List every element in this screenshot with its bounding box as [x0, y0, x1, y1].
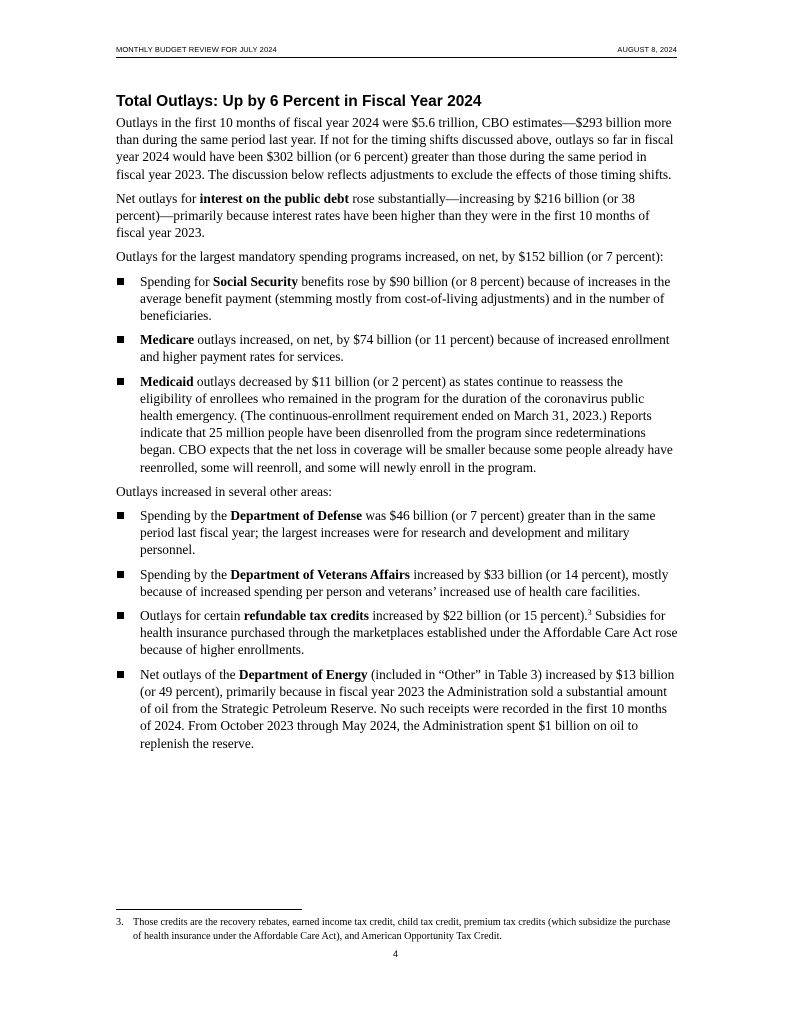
section-title: Total Outlays: Up by 6 Percent in Fiscal Year 2024 — [116, 93, 482, 110]
footnote-text: Those credits are the recovery rebates, earned income tax credit, child tax credit, premium tax credits (which subsidize the purchase of health insurance under the Affordable Care Act), and American Opportunity Tax Credit. — [133, 917, 671, 942]
square-bullet-icon — [117, 278, 124, 285]
footnote-reference[interactable]: 3 — [587, 608, 592, 618]
list-item-refundable-tax-credits: Outlays for certain refundable tax credits increased by $22 billion (or 15 percent).$^3$ Subsidies for health insurance purchased through the marketplaces established under the Affordable Care Act rose because of higher enrollments. — [116, 607, 678, 659]
header-date: AUGUST 8, 2024 — [617, 45, 677, 54]
paragraph-interest: Net outlays for interest on the public debt rose substantially—increasing by $216 billion (or 38 percent)—primarily because interest rates have been higher than they were in the first 10 months of fiscal year 2023. — [116, 190, 650, 241]
list-item-energy: Net outlays of the Department of Energy (included in “Other” in Table 3) increased by $13 billion (or 49 percent), primarily because in fiscal year 2023 the Administration sold a substantial amount of oil from the Strategic Petroleum Reserve. No such receipts were recorded in the first 10 months of 2024. From October 2023 through May 2024, the Administration spent $1 billion on oil to replenish the reserve. — [116, 666, 678, 752]
footnote — [116, 916, 678, 944]
header-publication-title: MONTHLY BUDGET REVIEW FOR JULY 2024 — [116, 45, 277, 54]
footnote-divider — [116, 909, 302, 910]
page-number: 4 — [392, 949, 398, 959]
main-content — [116, 92, 678, 759]
square-bullet-icon — [117, 512, 124, 519]
paragraph-total-outlays: Outlays in the first 10 months of fiscal year 2024 were $5.6 trillion, CBO estimates—$293 billion more than during the same period last year. If not for the timing shifts discussed above, outlays so far in fiscal year 2024 would have been $302 billion (or 6 percent) greater than those during the same period in fiscal year 2023. The discussion below reflects adjustments to exclude the effects of those timing shifts. — [116, 115, 674, 182]
list-item-social-security: Spending for Social Security benefits rose by $90 billion (or 8 percent) because of increases in the average benefit payment (stemming mostly from cost-of-living adjustments) and in the number of beneficiaries. — [116, 273, 678, 325]
list-item-veterans-affairs: Spending by the Department of Veterans Affairs increased by $33 billion (or 14 percent), mostly because of increased spending per person and veterans’ increased use of health care facilities. — [116, 566, 678, 600]
square-bullet-icon — [117, 612, 124, 619]
square-bullet-icon — [117, 378, 124, 385]
square-bullet-icon — [117, 671, 124, 678]
list-item-medicaid: Medicaid outlays decreased by $11 billion (or 2 percent) as states continue to reassess the eligibility of enrollees who remained in the program for the duration of the coronavirus public health emergency. (The continuous-enrollment requirement ended on March 31, 2023.) Reports indicate that 25 million people have been disenrolled from the program since redeterminations began. CBO expects that the net loss in coverage will be smaller because some people already have reenrolled, some will reenroll, and some will newly enroll in the program. — [116, 373, 678, 476]
square-bullet-icon — [117, 571, 124, 578]
running-header — [116, 45, 677, 58]
list-item-medicare: Medicare outlays increased, on net, by $74 billion (or 11 percent) because of increased enrollment and higher payment rates for services. — [116, 331, 678, 365]
paragraph-other-areas-intro: Outlays increased in several other areas: — [116, 483, 333, 499]
paragraph-mandatory-intro: Outlays for the largest mandatory spending programs increased, on net, by $152 billion (or 7 percent): — [116, 249, 664, 265]
mandatory-programs-list — [116, 273, 678, 476]
term-interest-on-public-debt: interest on the public debt — [199, 190, 349, 206]
list-item-defense: Spending by the Department of Defense was $46 billion (or 7 percent) greater than in the same period last fiscal year; the largest increases were for research and development and military personnel. — [116, 507, 678, 559]
footnote-number: 3. — [116, 917, 124, 928]
other-areas-list — [116, 507, 678, 752]
square-bullet-icon — [117, 336, 124, 343]
